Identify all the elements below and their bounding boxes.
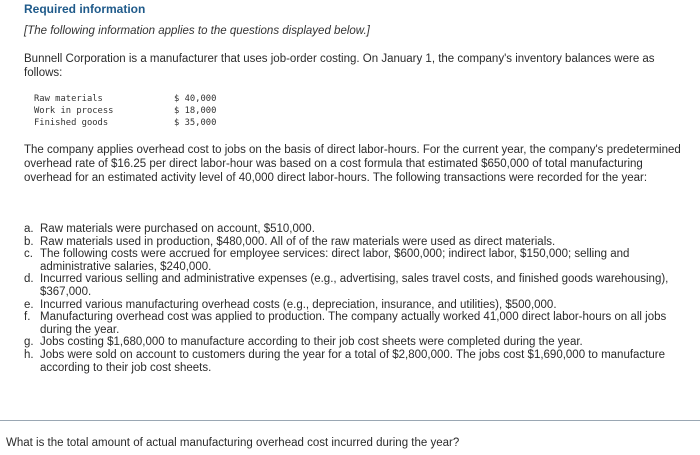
list-item (24, 311, 690, 336)
inventory-value: $ 35,000 (174, 118, 217, 128)
list-item (24, 236, 690, 249)
inventory-label: Work in process (34, 106, 114, 116)
item-letter: f. (24, 311, 31, 324)
item-letter: h. (24, 348, 34, 361)
item-letter: a. (24, 223, 34, 235)
item-letter: g. (24, 336, 34, 349)
inventory-value: $ 18,000 (174, 106, 217, 116)
item-text: Raw materials used in production, $480,000. All of of the raw materials were used as direct materials. (40, 235, 556, 248)
list-item (24, 273, 690, 298)
item-text: Manufacturing overhead cost was applied to production. The company actually worked 41,000 direct labor-hours on all jobs during the year. (40, 311, 667, 336)
item-text: Jobs costing $1,680,000 to manufacture according to their job cost sheets were completed during the year. (40, 336, 583, 349)
list-item (24, 223, 690, 236)
inventory-balances-table (34, 93, 216, 129)
item-text: Raw materials were purchased on account, $510,000. (40, 223, 315, 235)
transactions-list (24, 223, 690, 374)
intro-paragraph: Bunnell Corporation is a manufacturer that uses job-order costing. On January 1, the company's inventory balances were as follows: (24, 53, 655, 79)
required-information-heading: Required information (24, 2, 146, 16)
item-text: Incurred various selling and administrative expenses (e.g., advertising, sales travel costs, and finished goods warehousing), $367,000. (40, 273, 669, 298)
inventory-row (34, 105, 216, 117)
item-text: Jobs were sold on account to customers during the year for a total of $2,800,000. The jobs cost $1,690,000 to manufacture according to their job cost sheets. (40, 348, 666, 374)
inventory-label: Raw materials (34, 94, 103, 104)
section-divider (0, 420, 700, 421)
item-letter: b. (24, 235, 34, 248)
overhead-rate-paragraph: The company applies overhead cost to jobs on the basis of direct labor-hours. For the current year, the company's predetermined overhead rate of $16.25 per direct labor-hour was based on a cost formula that estimated $650,000 of total manufacturing overhead for an estimated activity level of 40,000 direct labor-hours. The following transactions were recorded for the year: (24, 144, 681, 184)
list-item (24, 248, 690, 273)
question-text: What is the total amount of actual manufacturing overhead cost incurred during the year? (6, 437, 460, 449)
item-letter: d. (24, 273, 34, 286)
list-item (24, 299, 690, 312)
inventory-row (34, 117, 216, 129)
list-item (24, 336, 690, 349)
item-text: Incurred various manufacturing overhead costs (e.g., depreciation, insurance, and utilities), $500,000. (40, 298, 557, 311)
item-letter: e. (24, 298, 34, 311)
inventory-value: $ 40,000 (174, 94, 217, 104)
item-letter: c. (24, 248, 33, 261)
item-text: The following costs were accrued for employee services: direct labor, $600,000; indirect labor, $150,000; selling and administrative salaries, $240,000. (40, 248, 630, 273)
list-item (24, 349, 690, 374)
applies-note: [The following information applies to the questions displayed below.] (24, 25, 370, 37)
inventory-label: Finished goods (34, 118, 109, 128)
inventory-row (34, 93, 216, 105)
